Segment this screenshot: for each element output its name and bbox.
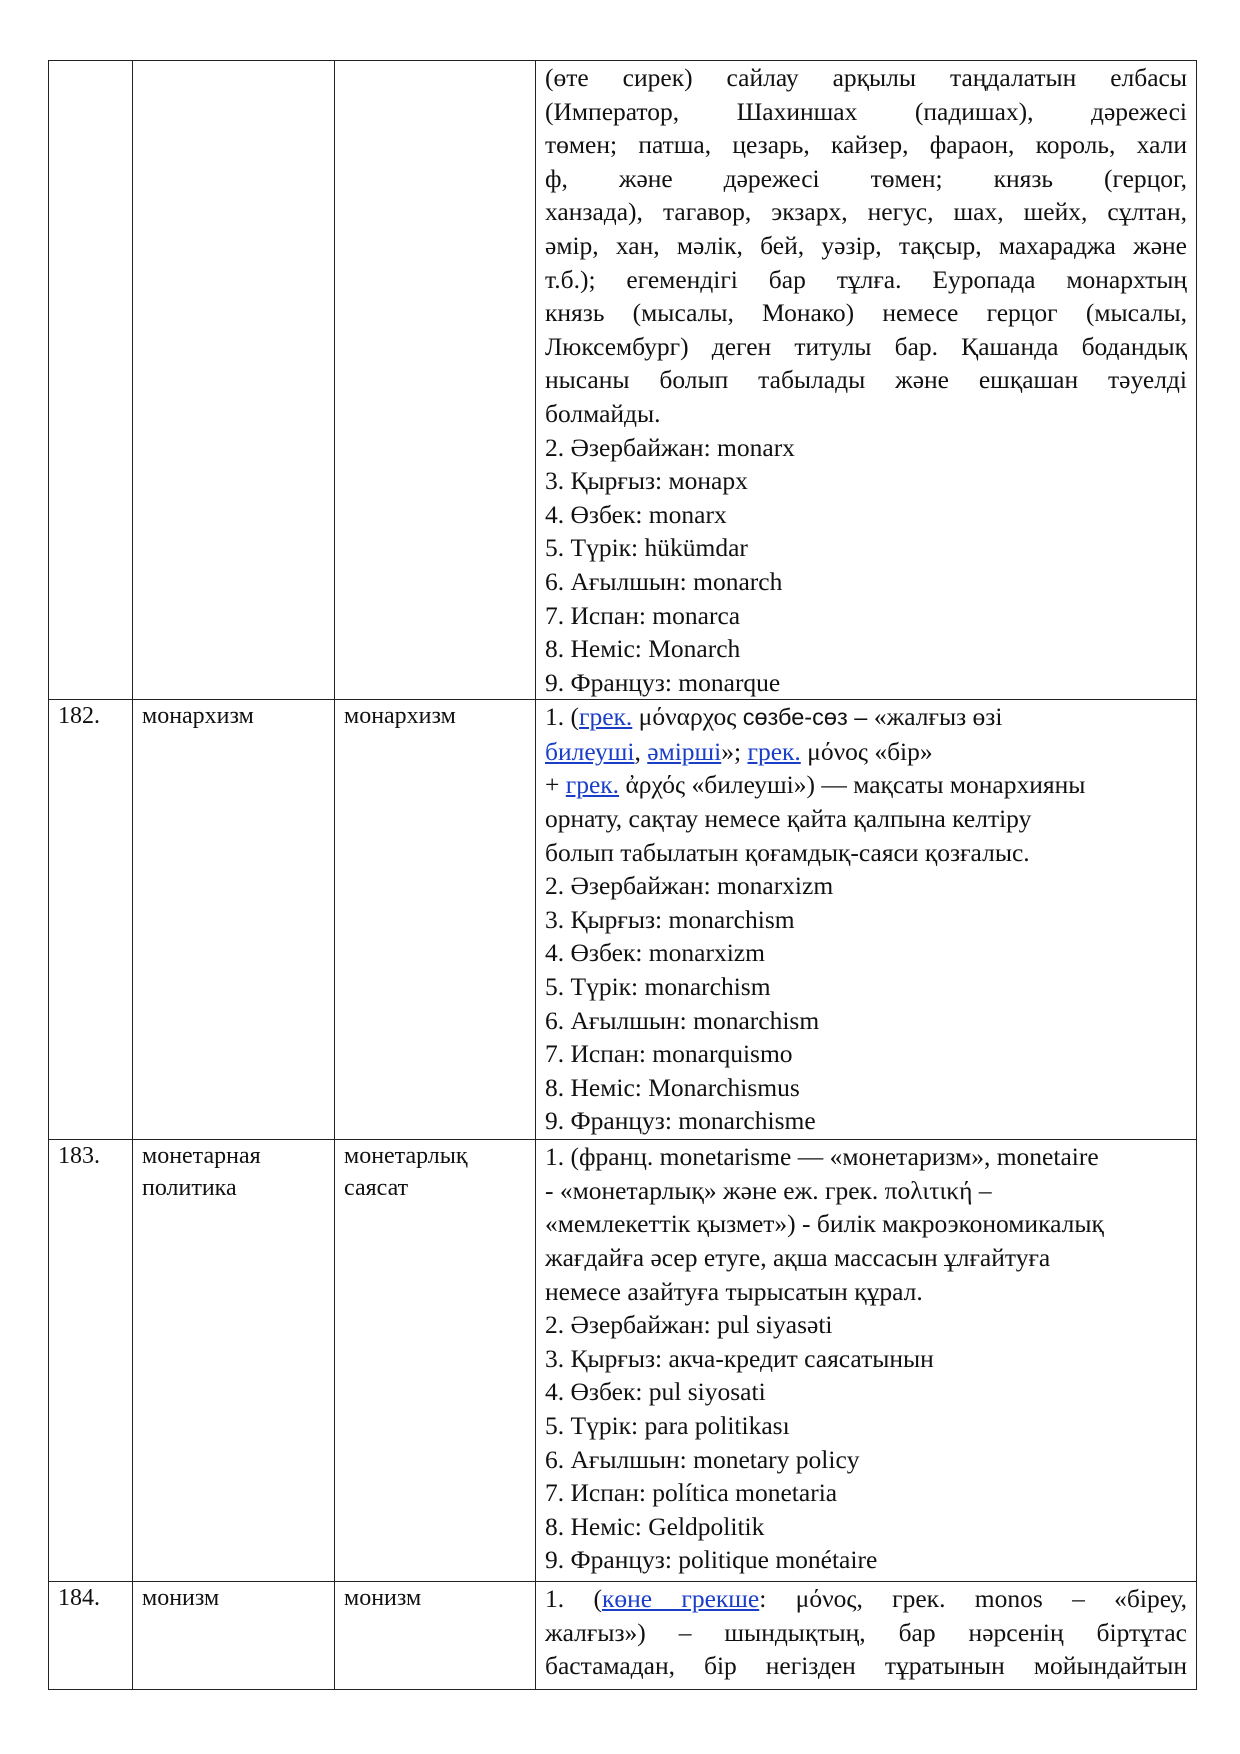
- definition-line: т.б.); егемендігі бар тұлға. Еуропада монархтың: [545, 264, 1187, 294]
- definition-line: - «монетарлық» және еж. грек. πολιτική –: [545, 1175, 992, 1205]
- kazakh-term: монетарлық саясат: [335, 1140, 536, 1582]
- definition-line: + грек. ἀρχός «билеуші») — мақсаты монархияны: [545, 770, 1086, 800]
- translation-line: 6. Ағылшын: monarch: [545, 566, 783, 596]
- kazakh-term: монизм: [335, 1582, 536, 1690]
- translation-line: 3. Қырғыз: monarchism: [545, 904, 795, 934]
- entry-number: 182.: [49, 700, 133, 1140]
- definition-line: бастамадан, бір негізден тұратынын мойындайтын: [545, 1651, 1187, 1681]
- kazakh-term: монархизм: [335, 700, 536, 1140]
- definition-line: ф, және дәрежесі төмен; князь (герцог,: [545, 163, 1187, 193]
- entry-number: [49, 61, 133, 700]
- definition-line: болмайды.: [545, 398, 661, 428]
- definition-line: нысаны болып табылады және ешқашан тәуелді: [545, 365, 1187, 395]
- table-row: [49, 700, 1197, 1140]
- definition-line: «мемлекеттік қызмет») - билік макроэкономикалық: [545, 1209, 1104, 1239]
- definition-cell: [536, 700, 1197, 1140]
- table-row: [49, 61, 1197, 700]
- table-row: [49, 1140, 1197, 1582]
- definition-line: (өте сирек) сайлау арқылы таңдалатын елбасы: [545, 63, 1187, 92]
- entry-number: 183.: [49, 1140, 133, 1582]
- translation-line: 2. Әзербайжан: pul siyasəti: [545, 1310, 833, 1340]
- translation-line: 5. Түрік: hükümdar: [545, 533, 748, 563]
- definition-cell: [536, 61, 1197, 700]
- definition-line: 1. (көне грекше: μόνος, грек. monos – «біреу,: [545, 1584, 1187, 1614]
- translation-line: 2. Әзербайжан: monarx: [545, 432, 795, 462]
- translation-line: 5. Түрік: para politikası: [545, 1411, 790, 1441]
- definition-line: болып табылатын қоғамдық-саяси қозғалыс.: [545, 837, 1030, 867]
- entry-number: 184.: [49, 1582, 133, 1690]
- translation-line: 8. Неміс: Geldpolitik: [545, 1511, 765, 1541]
- translation-line: 8. Неміс: Monarch: [545, 634, 741, 664]
- russian-term: монархизм: [133, 700, 335, 1140]
- commander-link[interactable]: әмірші: [647, 736, 722, 766]
- translation-line: 8. Неміс: Monarchismus: [545, 1072, 800, 1102]
- definition-line: билеуші, әмірші»; грек. μόνος «бір»: [545, 736, 933, 766]
- definition-line: төмен; патша, цезарь, кайзер, фараон, король, хали: [545, 130, 1187, 160]
- definition-line: (Император, Шахиншах (падишах), дәрежесі: [545, 96, 1187, 126]
- translation-line: 6. Ағылшын: monetary policy: [545, 1444, 860, 1474]
- greek-link[interactable]: грек.: [747, 736, 801, 766]
- definition-line: әмір, хан, мәлік, бей, уәзір, тақсыр, махараджа және: [545, 230, 1187, 260]
- definition-line: ханзада), тагавор, экзарх, негус, шах, шейх, сұлтан,: [545, 197, 1187, 227]
- definition-line: князь (мысалы, Монако) немесе герцог (мысалы,: [545, 298, 1187, 328]
- translation-line: 5. Түрік: monarchism: [545, 972, 771, 1002]
- ruler-link[interactable]: билеуші: [545, 736, 635, 766]
- translation-line: 4. Өзбек: pul siyosati: [545, 1377, 766, 1407]
- translation-line: 3. Қырғыз: монарх: [545, 466, 748, 496]
- translation-line: 4. Өзбек: monarxizm: [545, 938, 765, 968]
- definition-line: орнату, сақтау немесе қайта қалпына келтіру: [545, 804, 1032, 834]
- translation-line: 9. Француз: politique monétaire: [545, 1545, 878, 1575]
- definition-cell: [536, 1140, 1197, 1582]
- definition-line: Люксембург) деген титулы бар. Қашанда бодандық: [545, 331, 1187, 361]
- translation-line: 7. Испан: monarquismo: [545, 1039, 793, 1069]
- translation-line: 7. Испан: monarca: [545, 600, 741, 630]
- translation-line: 9. Француз: monarchisme: [545, 1106, 816, 1136]
- translation-line: 3. Қырғыз: акча-кредит саясатынын: [545, 1343, 934, 1373]
- translation-line: 4. Өзбек: monarx: [545, 499, 727, 529]
- definition-line: немесе азайтуға тырысатын құрал.: [545, 1276, 923, 1306]
- definition-cell: [536, 1582, 1197, 1690]
- definition-line: жағдайға әсер етуге, ақша массасын ұлғайтуға: [545, 1243, 1051, 1273]
- greek-link[interactable]: грек.: [579, 702, 633, 732]
- definition-line: 1. (грек. μόναρχος сөзбе-сөз – «жалғыз өзі: [545, 702, 1003, 732]
- translation-line: 7. Испан: política monetaria: [545, 1478, 838, 1508]
- translation-line: 2. Әзербайжан: monarxizm: [545, 871, 834, 901]
- ancient-greek-link[interactable]: көне грекше: [601, 1584, 760, 1614]
- definition-line: 1. (франц. monetarisme — «монетаризм», monetaire: [545, 1142, 1099, 1172]
- definition-line: жалғыз») – шындықтың, бар нәрсенің біртұтас: [545, 1617, 1187, 1647]
- translation-line: 9. Француз: monarque: [545, 667, 781, 697]
- russian-term: монизм: [133, 1582, 335, 1690]
- translation-line: 6. Ағылшын: monarchism: [545, 1005, 820, 1035]
- russian-term: [133, 61, 335, 700]
- russian-term: монетарная политика: [133, 1140, 335, 1582]
- kazakh-term: [335, 61, 536, 700]
- dictionary-table: [48, 60, 1197, 1690]
- table-row: [49, 1582, 1197, 1690]
- greek-link[interactable]: грек.: [565, 770, 620, 800]
